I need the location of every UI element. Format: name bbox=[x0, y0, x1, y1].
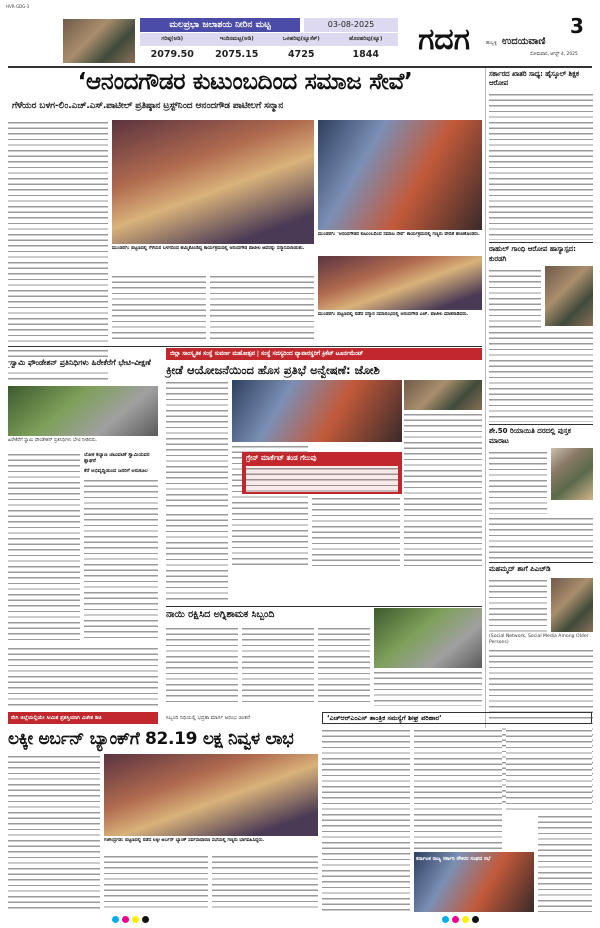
left-mid-photo bbox=[8, 386, 158, 436]
left-mid-head: ಸ್ವಾಮಿ ಫೌಂಡೇಶನ್ ಪ್ರತಿನಿಧಿಗಳು ಹಿರೇಕೆರೆಗೆ ಭೇಟಿ-ವೀಕ್ಷಣೆ bbox=[10, 358, 160, 368]
right-story4-body-a bbox=[489, 578, 547, 632]
bottom-photo bbox=[104, 754, 318, 836]
sports-body-d bbox=[312, 496, 400, 566]
river-name: ಮಲಪ್ರಭಾ ಜಲಾಶಯ ನೀರಿನ ಮಟ್ಟ bbox=[140, 18, 300, 32]
right-col-divider bbox=[485, 68, 486, 808]
right-story3-body-b bbox=[489, 516, 593, 560]
level-value: 2075.15 bbox=[215, 49, 259, 60]
reg-dot-cyan bbox=[112, 916, 119, 923]
bottom-body-b bbox=[104, 854, 208, 912]
bottom-body-a bbox=[8, 754, 100, 912]
main-subhead: ಗೆಳೆಯರ ಬಳಗ-ಲಿಂ.ಎಚ್.ಎಸ್.ಪಾಟೀಲ್ ಪ್ರತಿಷ್ಠಾನ ಟ್ರಸ್ಟ್‌ನಿಂದ ಆನಂದಗೌಡ ಪಾಟೀಲಗೆ ಸನ್ಮಾನ bbox=[12, 100, 284, 111]
sports-body-e bbox=[166, 512, 228, 602]
page-code: HVR-GDG-3 bbox=[6, 4, 30, 9]
main-photo-2 bbox=[318, 120, 482, 230]
sports-photo-2 bbox=[404, 380, 482, 410]
right-story4-head: ಮಹಮ್ಮದ್ ಶಾಗೆ ಪಿಎಚ್‌ಡಿ bbox=[489, 565, 551, 573]
bullet-item: ಕೆರೆ ಅಭಿವೃದ್ಧಿಯಿಂದ ಜನರಿಗೆ ಅನುಕೂಲ bbox=[84, 467, 148, 474]
right-story2-portrait bbox=[545, 266, 593, 326]
fire-body-d bbox=[374, 670, 482, 706]
right-story2-body-a bbox=[489, 268, 541, 328]
bottom-headline: ಲಕ್ಕೀ ಅರ್ಬನ್ ಬ್ಯಾಂಕ್‌ಗೆ 82.19 ಲಕ್ಷ ನಿವ್ವಳ ಲಾಭ bbox=[8, 729, 294, 749]
bottom-caption: ಗಜೇಂದ್ರಗಡ: ಪಟ್ಟಣದಲ್ಲಿ ನಡೆದ ಲಕ್ಕೀ ಅರ್ಬನ್ ಬ್ಯಾಂಕ್ ಸರ್ವಸಾಧಾರಣ ಸಭೆಯಲ್ಲಿ ಗಣ್ಯರು ಭಾಗವಹಿಸಿದ್ದರು. bbox=[104, 838, 265, 843]
river-banner bbox=[140, 18, 398, 62]
reg-dot-cyan bbox=[442, 916, 449, 923]
level-label: ಒಳಹರಿವು(ಕ್ಯೂಸೆಕ್) bbox=[282, 36, 320, 42]
fire-body-a bbox=[166, 626, 238, 706]
paper-prefix: ಹುಬ್ಬಳ್ಳಿ bbox=[486, 41, 497, 46]
level-value: 4725 bbox=[288, 49, 315, 60]
grain-market-box bbox=[242, 452, 402, 494]
issue-date: ಸೋಮವಾರ, ಆಗಸ್ಟ್ 4, 2025 bbox=[530, 52, 578, 57]
right-story1-head: ಸರ್ಕಾರದ ಖಾತರಿ ಸಾಧ್ಯ: ಹೈಸ್ಕೂಲ್ ಶಿಕ್ಷಕ ಆರೋಪ bbox=[489, 70, 579, 87]
left-mid-body-b bbox=[84, 478, 158, 642]
reg-dot-yellow bbox=[132, 916, 139, 923]
reg-dot-black bbox=[142, 916, 149, 923]
main-caption-2: ಮುಂಡರಗಿ: ‘ಆನಂದಗೌಡರ ಕುಟುಂಬದಿಂದ ಸಮಾಜ ಸೇವೆ’ ಕಾರ್ಯಕ್ರಮದಲ್ಲಿ ಗಣ್ಯರು ವೇದಿಕೆ ಹಂಚಿಕೊಂಡರು. bbox=[318, 232, 480, 237]
bottom-right-body-a bbox=[322, 728, 410, 912]
right-rule-3 bbox=[489, 562, 593, 563]
right-story2-body-b bbox=[489, 330, 593, 422]
bottom-body-c bbox=[212, 854, 318, 912]
bottom-tag-left-2: ಸಿಬ್ಬಂದಿ ನಿಧಿಯಲ್ಲಿ ಭದ್ರತಾ ಮಾರ್ಗ ಆರಂಭ ಚಿಂತನೆ bbox=[166, 715, 251, 721]
page-number: 3 bbox=[570, 14, 584, 38]
sports-body-a bbox=[166, 380, 228, 510]
right-rule-1 bbox=[489, 242, 593, 243]
main-caption-1: ಮುಂಡರಗಿ: ಪಟ್ಟಣದಲ್ಲಿ ಗೆಳೆಯರ ಬಳಗದಿಂದ ಹಮ್ಮಿಕೊಂಡಿದ್ದ ಕಾರ್ಯಕ್ರಮದಲ್ಲಿ ಆನಂದಗೌಡ ಪಾಟೀಲ ಅವರನ್ನು ಸನ್ಮಾನಿಸಲಾಯಿತು. bbox=[112, 246, 305, 251]
main-photo-1 bbox=[112, 120, 314, 244]
reg-dot-yellow bbox=[462, 916, 469, 923]
main-body-col2 bbox=[112, 274, 206, 342]
main-headline: ‘ಆನಂದಗೌಡರ ಕುಟುಂಬದಿಂದ ಸಮಾಜ ಸೇವೆ’ bbox=[77, 69, 413, 95]
level-date: 03-08-2025 bbox=[304, 18, 398, 32]
right-story4-portrait bbox=[551, 578, 593, 632]
bullet-item: ಲೋಕ ಕಲ್ಯಾಣ ಚಟುವಟಿಕೆ ಸ್ವಾಮಿಯವರ ಶ್ಲಾಘನೆ bbox=[84, 452, 150, 465]
level-label: ಹೊರಹರಿವು(ಕ್ಯೂ) bbox=[349, 36, 383, 42]
level-values-row bbox=[140, 47, 398, 62]
right-story1-body bbox=[489, 92, 593, 240]
right-story3-head: ಶೇ.50 ರಿಯಾಯಿತಿ ದರದಲ್ಲಿ ಪುಸ್ತಕ ಮಾರಾಟ bbox=[489, 427, 571, 445]
sports-photo bbox=[232, 380, 402, 442]
reg-dot-magenta bbox=[122, 916, 129, 923]
section-title: ಗದಗ bbox=[418, 22, 470, 57]
left-lower-body bbox=[8, 646, 158, 706]
bottom-right-body-d bbox=[538, 814, 592, 912]
level-value: 2079.50 bbox=[150, 49, 194, 60]
level-labels-row bbox=[140, 33, 398, 46]
main-body-col3 bbox=[210, 274, 314, 342]
fire-rule bbox=[166, 606, 482, 607]
reg-dot-magenta bbox=[452, 916, 459, 923]
registration-marks bbox=[0, 914, 600, 926]
level-value: 1844 bbox=[352, 49, 379, 60]
sports-body-b bbox=[404, 412, 482, 566]
right-rule-2 bbox=[489, 424, 593, 425]
grain-market-title: ಗ್ರೇನ್ ಮಾರ್ಕೆಟ್ ತಂಡ ಗೆಲುವು bbox=[246, 454, 317, 462]
bottom-right-body-b bbox=[414, 728, 502, 850]
level-label: ಇಂದಿನಮಟ್ಟ(ಅಡಿ) bbox=[219, 36, 254, 42]
fire-body-b bbox=[242, 626, 314, 706]
sports-kicker: ಜಿಲ್ಲಾ ಸಾಂಸ್ಕೃತಿಕ ಸಂಸ್ಥೆ ಸುವರ್ಣ ಮಹೋತ್ಸವ | ಸಂಸ್ಥೆ ಸದಸ್ಯರಿಂದ ವ್ಯಾಪಾರಸ್ಥರಿಗೆ ಕ್ರಿಕೆಟ್ ಟೂರ್ನಮೆಂಟ್ bbox=[166, 348, 482, 360]
main-caption-3: ಮುಂಡರಗಿ: ಪಟ್ಟಣದಲ್ಲಿ ನಡೆದ ಸನ್ಮಾನ ಸಮಾರಂಭದಲ್ಲಿ ಆನಂದಗೌಡ ಎಚ್. ಪಾಟೀಲ ಮಾತನಾಡಿದರು. bbox=[318, 312, 469, 317]
bottom-right-body-c bbox=[506, 728, 592, 812]
fire-headline: ನಾಯಿ ರಕ್ಷಿಸಿದ ಅಗ್ನಿಶಾಮಕ ಸಿಬ್ಬಂದಿ bbox=[166, 609, 275, 620]
left-mid-bullets bbox=[84, 452, 158, 474]
right-story4-caption: (Social Network, Social Media Among Older Persons) bbox=[489, 634, 589, 645]
sports-headline: ಕ್ರೀಡೆ ಆಯೋಜನೆಯಿಂದ ಹೊಸ ಪ್ರತಿಭೆ ಅನ್ವೇಷಣೆ: ಜೋಶಿ bbox=[166, 363, 380, 377]
paper-name: ಉದಯವಾಣಿ bbox=[502, 36, 546, 47]
fire-body-c bbox=[318, 626, 370, 706]
reg-dot-black bbox=[472, 916, 479, 923]
bottom-right-head: ‘ಎಚ್‌ಆರ್‌ಎಂಎಸ್ ತಾಂತ್ರಿಕ ಸಮಸ್ಯೆಗೆ ಶೀಘ್ರ ಪರಿಹಾರ’ bbox=[322, 712, 592, 724]
grain-market-body bbox=[246, 466, 398, 492]
left-mid-body-a bbox=[8, 452, 80, 642]
right-story3-photo bbox=[551, 448, 593, 500]
main-body-col1 bbox=[8, 120, 108, 342]
right-story2-head: ರಾಹುಲ್ ಗಾಂಧಿ ಆರೋಪ ಹಾಸ್ಯಾಸ್ಪದ: ಕುರಡಗಿ bbox=[489, 245, 576, 263]
left-mid-caption: ಹಿರೇಕೆರೆಗೆ ಸ್ವಾಮಿ ಫೌಂಡೇಶನ್ ಪ್ರತಿನಿಧಿಗಳು ಭೇಟಿ ನೀಡಿದರು. bbox=[8, 438, 98, 443]
dam-photo bbox=[63, 19, 135, 63]
fire-photo bbox=[374, 608, 482, 668]
mid-rule bbox=[8, 346, 482, 347]
level-label: ಗರಿಷ್ಠ(ಅಡಿ) bbox=[161, 36, 184, 42]
bottom-right-photo-caption: ಕರ್ನಾಟಕ ರಾಜ್ಯ ಸರ್ಕಾರಿ ನೌಕರರ ಸಂಘದ ಸಭೆ bbox=[416, 856, 491, 862]
right-story3-body-a bbox=[489, 450, 547, 514]
bottom-tag-left: ನೇಗಿ ಜಿಲ್ಲೆಯಲ್ಲಿಯೇ ಸೀಮಿತ ಪ್ರಶಸ್ತಿಯಾಗಿ ವಿಜೇತ ಡಿಜಿ bbox=[8, 712, 158, 724]
main-photo-3 bbox=[318, 256, 482, 310]
